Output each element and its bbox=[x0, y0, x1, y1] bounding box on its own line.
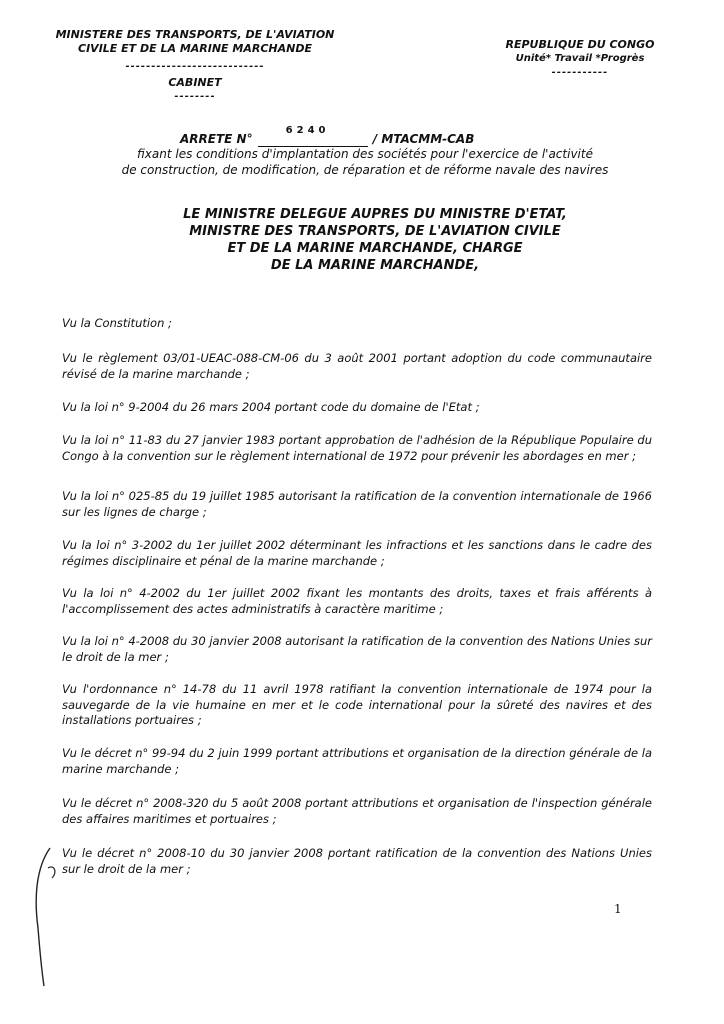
visa-item: Vu la loi n° 9-2004 du 26 mars 2004 portant code du domaine de l'Etat ; bbox=[62, 400, 480, 414]
ministry-line-2: CIVILE ET DE LA MARINE MARCHANDE bbox=[78, 42, 312, 55]
visa-item: Vu le décret n° 2008-10 du 30 janvier 2008 portant ratification de la convention des Nations Unies sur le droit de la mer ; bbox=[62, 846, 652, 876]
minister-line-2: MINISTRE DES TRANSPORTS, DE L'AVIATION CIVILE bbox=[189, 224, 561, 239]
minister-line-3: ET DE LA MARINE MARCHANDE, CHARGE bbox=[227, 241, 523, 256]
visa-item: Vu le décret n° 99-94 du 2 juin 1999 portant attributions et organisation de la direction générale de la marine marchande ; bbox=[62, 746, 652, 776]
visa-item: Vu l'ordonnance n° 14-78 du 11 avril 1978 ratifiant la convention internationale de 1974 pour la sauvegarde de la vie humaine en mer et le code international pour la sûreté des navires et des installations portuaires ; bbox=[62, 682, 652, 727]
visa-item: Vu la loi n° 3-2002 du 1er juillet 2002 déterminant les infractions et les sanctions dans le cadre des régimes disciplinaire et pénal de la marine marchande ; bbox=[62, 538, 652, 568]
minister-title bbox=[155, 206, 595, 274]
cabinet-separator: -------- bbox=[174, 91, 216, 102]
visa-item: Vu la loi n° 4-2002 du 1er juillet 2002 fixant les montants des droits, taxes et frais afférents à l'accomplissement des actes administratifs à caractère maritime ; bbox=[62, 586, 652, 616]
minister-line-4: DE LA MARINE MARCHANDE, bbox=[270, 258, 480, 273]
cabinet-label: CABINET bbox=[168, 76, 222, 89]
arrete-suffix: / MTACMM-CAB bbox=[372, 132, 475, 146]
minister-line-1: LE MINISTRE DELEGUE AUPRES DU MINISTRE D'ETAT, bbox=[183, 207, 567, 222]
arrete-number-field bbox=[258, 125, 368, 147]
ministry-line-1: MINISTERE DES TRANSPORTS, DE L'AVIATION bbox=[55, 28, 335, 41]
visa-item: Vu le décret n° 2008-320 du 5 août 2008 portant attributions et organisation de l'inspection générale des affaires maritimes et portuaires ; bbox=[62, 796, 652, 826]
ministry-separator: --------------------------- bbox=[125, 61, 265, 72]
page-number: 1 bbox=[614, 902, 622, 916]
subject-line-2: de construction, de modification, de réparation et de réforme navale des navires bbox=[121, 163, 609, 177]
arrete-title bbox=[180, 125, 560, 147]
arrete-subject bbox=[80, 146, 650, 178]
visa-item: Vu la loi n° 11-83 du 27 janvier 1983 portant approbation de l'adhésion de la République Populaire du Congo à la convention sur le règlement international de 1972 pour prévenir les abordages en mer ; bbox=[62, 433, 652, 463]
republic-motto: Unité* Travail *Progrès bbox=[515, 53, 645, 64]
visa-item: Vu la Constitution ; bbox=[62, 316, 172, 330]
republic-separator: ----------- bbox=[551, 67, 609, 78]
arrete-label: ARRETE N° bbox=[180, 132, 253, 146]
subject-line-1: fixant les conditions d'implantation des sociétés pour l'exercice de l'activité bbox=[137, 147, 593, 161]
republic-header bbox=[490, 38, 670, 80]
arrete-number: 6240 bbox=[285, 125, 330, 136]
republic-name: REPUBLIQUE DU CONGO bbox=[505, 38, 655, 51]
visa-item: Vu la loi n° 025-85 du 19 juillet 1985 autorisant la ratification de la convention internationale de 1966 sur les lignes de charge ; bbox=[62, 489, 652, 519]
ministry-header bbox=[40, 28, 350, 104]
visa-item: Vu le règlement 03/01-UEAC-088-CM-06 du 3 août 2001 portant adoption du code communautaire révisé de la marine marchande ; bbox=[62, 351, 652, 381]
handwritten-margin-mark bbox=[28, 838, 68, 988]
visa-item: Vu la loi n° 4-2008 du 30 janvier 2008 autorisant la ratification de la convention des Nations Unies sur le droit de la mer ; bbox=[62, 634, 652, 664]
